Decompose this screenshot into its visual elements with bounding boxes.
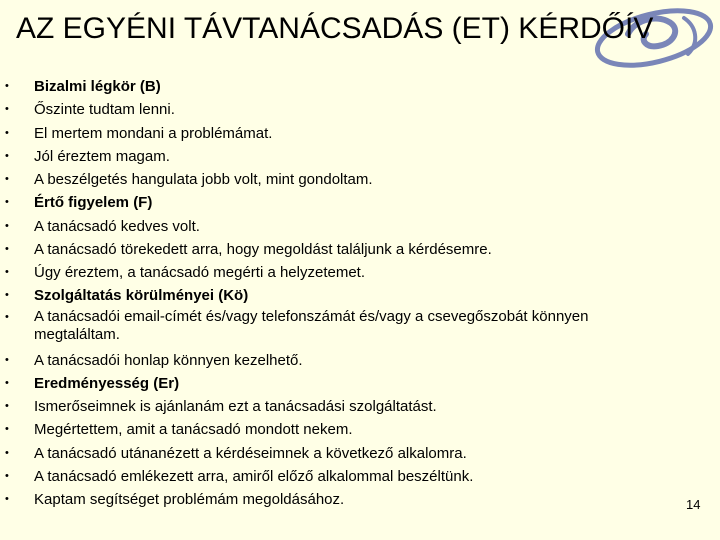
- list-item-text: A tanácsadó utánanézett a kérdéseimnek a következő alkalomra.: [34, 444, 467, 462]
- list-item: [0, 215, 680, 238]
- list-item: [0, 122, 680, 145]
- list-item-text: Őszinte tudtam lenni.: [34, 101, 175, 119]
- list-item-text: Kaptam segítséget problémám megoldásához.: [34, 491, 345, 508]
- section-heading: [0, 284, 680, 307]
- list-item: [0, 418, 680, 441]
- list-item-text: A tanácsadói email-címét és/vagy telefonszámát és/vagy a csevegőszobát könnyen megtaláltam.: [34, 307, 589, 343]
- section-heading-text: Szolgáltatás körülményei (Kö): [34, 287, 249, 305]
- list-item-text: Megértettem, amit a tanácsadó mondott nekem.: [34, 421, 353, 439]
- bullet-icon: •: [5, 103, 9, 116]
- list-item: [0, 98, 680, 121]
- section-heading-text: Értő figyelem (F): [34, 194, 153, 212]
- bullet-icon: •: [5, 266, 9, 278]
- bullet-icon: •: [5, 469, 9, 482]
- bullet-icon: •: [5, 400, 9, 412]
- bullet-icon: •: [5, 219, 9, 232]
- list-item: [0, 395, 680, 418]
- bullet-icon: •: [5, 289, 9, 302]
- list-item-text: A beszélgetés hangulata jobb volt, mint gondoltam.: [34, 171, 373, 188]
- page-title: AZ EGYÉNI TÁVTANÁCSADÁS (ET) KÉRDŐÍV: [16, 12, 654, 45]
- list-item-text: A tanácsadó kedves volt.: [34, 217, 200, 235]
- bullet-icon: •: [5, 126, 9, 139]
- bullet-icon: •: [5, 310, 9, 323]
- section-heading: [0, 372, 680, 395]
- bullet-icon: •: [5, 423, 9, 436]
- list-item: [0, 349, 680, 372]
- section-heading: [0, 191, 680, 214]
- list-item: [0, 488, 680, 511]
- bullet-icon: •: [5, 173, 9, 185]
- bullet-icon: •: [5, 376, 9, 389]
- list-item-text: A tanácsadó emlékezett arra, amiről előző alkalommal beszéltünk.: [34, 467, 474, 485]
- list-item: [0, 238, 680, 261]
- list-item: [0, 465, 680, 488]
- list-item: [0, 308, 664, 349]
- bullet-icon: •: [5, 149, 9, 162]
- bullet-icon: •: [5, 353, 9, 366]
- bullet-icon: •: [5, 196, 9, 209]
- section-heading-text: Bizalmi légkör (B): [34, 78, 161, 95]
- bullet-icon: •: [5, 493, 9, 505]
- bullet-icon: •: [5, 446, 9, 459]
- list-item-text: Jól éreztem magam.: [34, 147, 170, 165]
- list-item: [0, 168, 680, 191]
- list-item-text: Ismerőseimnek is ajánlanám ezt a tanácsadási szolgáltatást.: [34, 398, 437, 415]
- section-heading-text: Eredményesség (Er): [34, 374, 180, 392]
- bullet-icon: •: [5, 242, 9, 255]
- list-item: [0, 261, 680, 284]
- list-item: [0, 442, 680, 465]
- list-item-text: El mertem mondani a problémámat.: [34, 124, 273, 142]
- bullet-list: [0, 75, 680, 511]
- list-item: [0, 145, 680, 168]
- section-heading: [0, 75, 680, 98]
- list-item-text: Úgy éreztem, a tanácsadó megérti a helyzetemet.: [34, 264, 365, 281]
- page-number: 14: [686, 497, 701, 512]
- list-item-text: A tanácsadói honlap könnyen kezelhető.: [34, 351, 303, 369]
- bullet-icon: •: [5, 80, 9, 92]
- list-item-text: A tanácsadó törekedett arra, hogy megoldást találjunk a kérdésemre.: [34, 240, 492, 258]
